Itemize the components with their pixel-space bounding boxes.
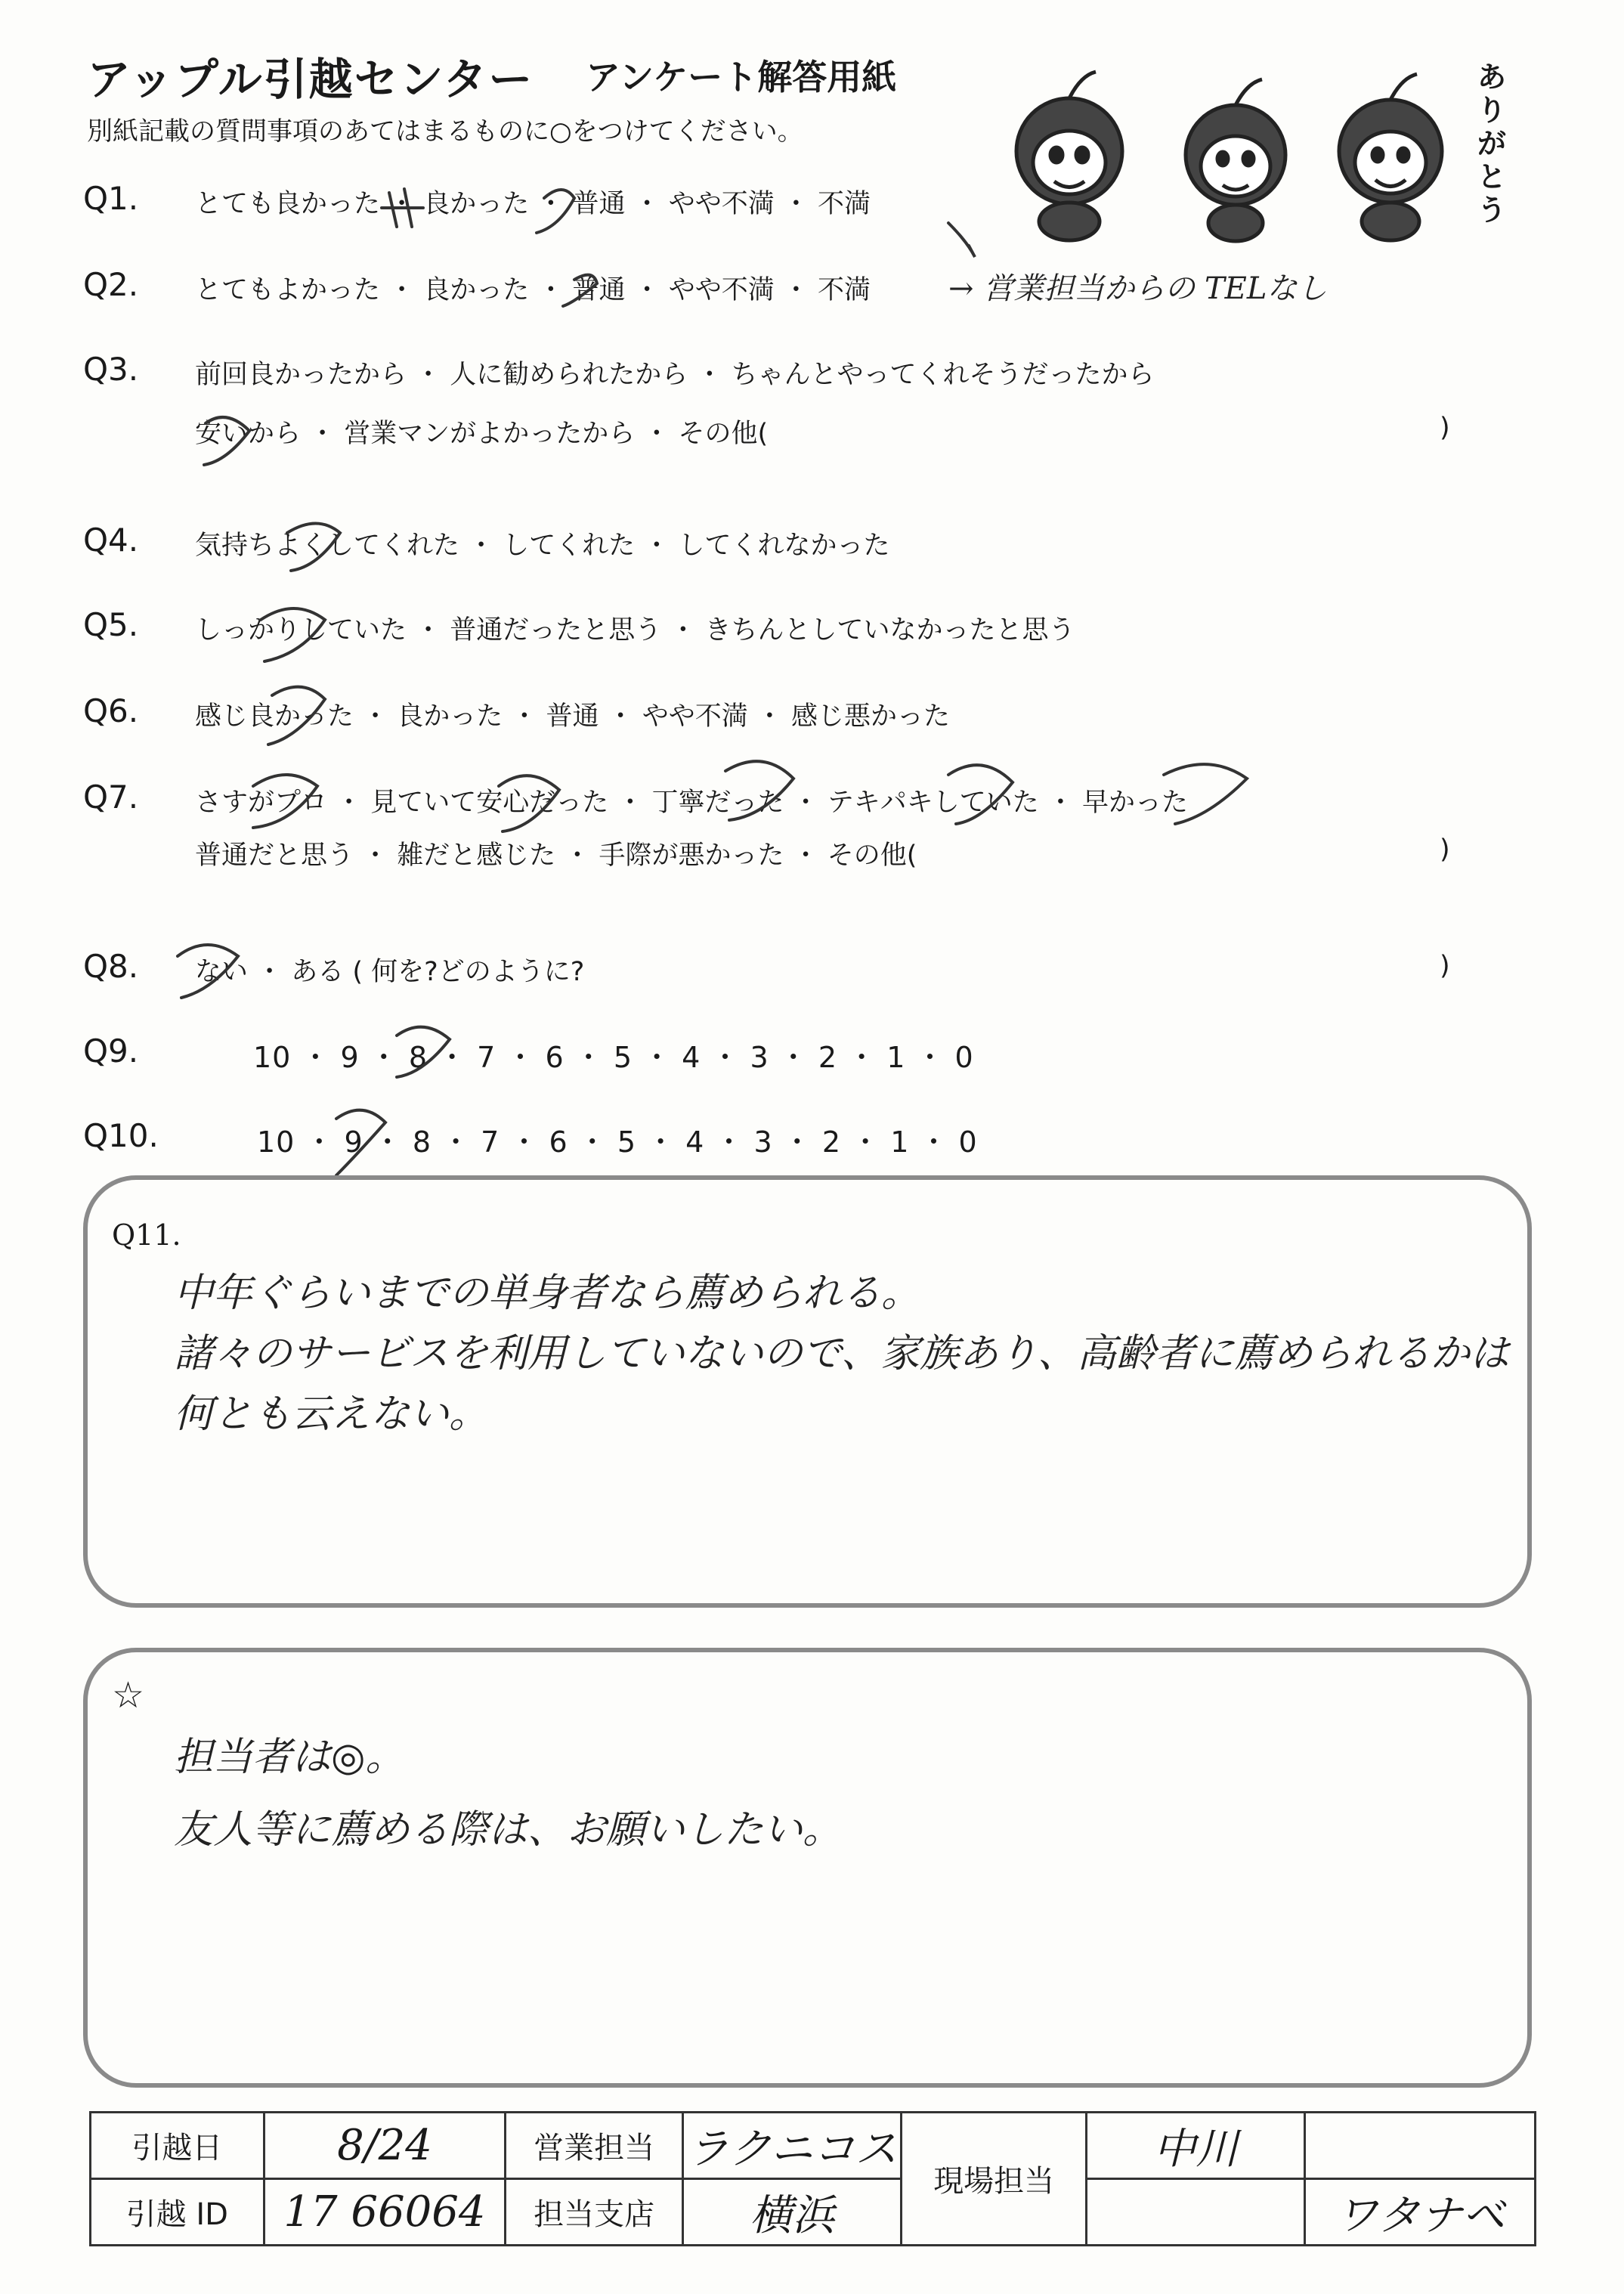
move-id-label: 引越 ID: [91, 2179, 264, 2246]
q2-circle: [563, 275, 597, 306]
q2-label: Q2.: [83, 266, 139, 303]
site-empty-cell: [1305, 2113, 1536, 2179]
q7-circle-5: [1164, 764, 1247, 824]
site-empty-cell-2: [1086, 2179, 1305, 2246]
q4-options: 気持ちよくしてくれた ・ してくれた ・ してくれなかった: [195, 531, 890, 561]
q7-label: Q7.: [83, 779, 139, 816]
site-label: 現場担当: [902, 2113, 1087, 2246]
q11-comment-line1: 中年ぐらいまでの単身者なら薦められる。: [174, 1271, 921, 1316]
q5-label: Q5.: [83, 606, 139, 643]
q3-label: Q3.: [83, 351, 139, 388]
move-info-table: [89, 2111, 1536, 2246]
move-id-value: 17 66064: [264, 2179, 506, 2246]
q7-paren-close: ): [1440, 834, 1450, 865]
q8-options: ない ・ ある ( 何を?どのように?: [195, 957, 585, 987]
q2-handwritten-note: → 営業担当からの TELなし: [948, 271, 1328, 306]
q7-circle-2: [499, 776, 559, 831]
branch-label: 担当支店: [506, 2179, 683, 2246]
q3-options-line2: 安いから ・ 営業マンがよかったから ・ その他(: [195, 419, 769, 449]
q1-options: とても良かった ・ 良かった ・ 普通 ・ やや不満 ・ 不満: [195, 189, 871, 219]
q5-options: しっかりしていた ・ 普通だったと思う ・ きちんとしていなかったと思う: [195, 615, 1075, 645]
sales-value: ラクニコス: [682, 2113, 902, 2179]
instruction-text: 別紙記載の質問事項のあてはまるものに○をつけてください。: [87, 116, 803, 147]
q3-paren-close: ): [1440, 413, 1450, 443]
q10-circle: [336, 1110, 385, 1175]
q6-circle: [268, 687, 325, 745]
q1-mark: [382, 189, 423, 227]
q6-label: Q6.: [83, 692, 139, 729]
q11-comment-line2: 諸々のサービスを利用していないので、家族あり、高齢者に薦められるかは: [174, 1331, 1509, 1376]
q11-comment-line3: 何とも云えない。: [174, 1392, 489, 1437]
q8-circle: [178, 945, 238, 998]
survey-subtitle: アンケート解答用紙: [586, 57, 897, 98]
q1-arrow: [948, 223, 975, 257]
q4-label: Q4.: [83, 522, 139, 559]
move-date-label: 引越日: [91, 2113, 264, 2179]
q5-circle: [261, 608, 325, 661]
star-comment-line1: 担当者は◎。: [174, 1735, 405, 1780]
q1-label: Q1.: [83, 180, 139, 217]
q2-options: とてもよかった ・ 良かった ・ 普通 ・ やや不満 ・ 不満: [195, 275, 871, 305]
move-date-value: 8/24: [264, 2113, 506, 2179]
q1-circle: [537, 190, 574, 233]
q3-options-line1: 前回良かったから ・ 人に勧められたから ・ ちゃんとやってくれそうだったから: [195, 360, 1155, 390]
q10-label: Q10.: [83, 1117, 159, 1154]
survey-title: アップル引越センター: [87, 54, 534, 105]
site-value-2: ワタナベ: [1305, 2179, 1536, 2246]
q7-circle-3: [725, 761, 793, 820]
q9-circle: [397, 1027, 450, 1077]
q7-options-line2: 普通だと思う ・ 雑だと感じた ・ 手際が悪かった ・ その他(: [195, 841, 917, 871]
star-comment-line2: 友人等に薦める際は、お願いしたい。: [174, 1807, 843, 1853]
q8-label: Q8.: [83, 948, 139, 985]
q10-scale: 10 ・ 9 ・ 8 ・ 7 ・ 6 ・ 5 ・ 4 ・ 3 ・ 2 ・ 1 ・ 0: [257, 1125, 978, 1159]
star-icon: ☆: [112, 1674, 145, 1717]
branch-value: 横浜: [682, 2179, 902, 2246]
star-comment-box: [83, 1648, 1532, 2088]
site-value-1: 中川: [1086, 2113, 1305, 2179]
q7-circle-1: [253, 775, 317, 828]
q4-circle: [287, 524, 340, 571]
q6-options: 感じ良かった ・ 良かった ・ 普通 ・ やや不満 ・ 感じ悪かった: [195, 701, 951, 732]
sales-label: 営業担当: [506, 2113, 683, 2179]
q8-paren-close: ): [1440, 951, 1450, 981]
q7-circle-4: [948, 765, 1013, 824]
q9-label: Q9.: [83, 1032, 139, 1070]
q3-circle: [204, 417, 249, 465]
mascot-caption: ありがとう: [1477, 60, 1507, 227]
q11-label: Q11.: [112, 1218, 181, 1252]
q7-options-line1: さすがプロ ・ 見ていて安心だった ・ 丁寧だった ・ テキパキしていた ・ 早かった: [195, 788, 1189, 818]
q9-scale: 10 ・ 9 ・ 8 ・ 7 ・ 6 ・ 5 ・ 4 ・ 3 ・ 2 ・ 1 ・ 0: [253, 1041, 974, 1074]
